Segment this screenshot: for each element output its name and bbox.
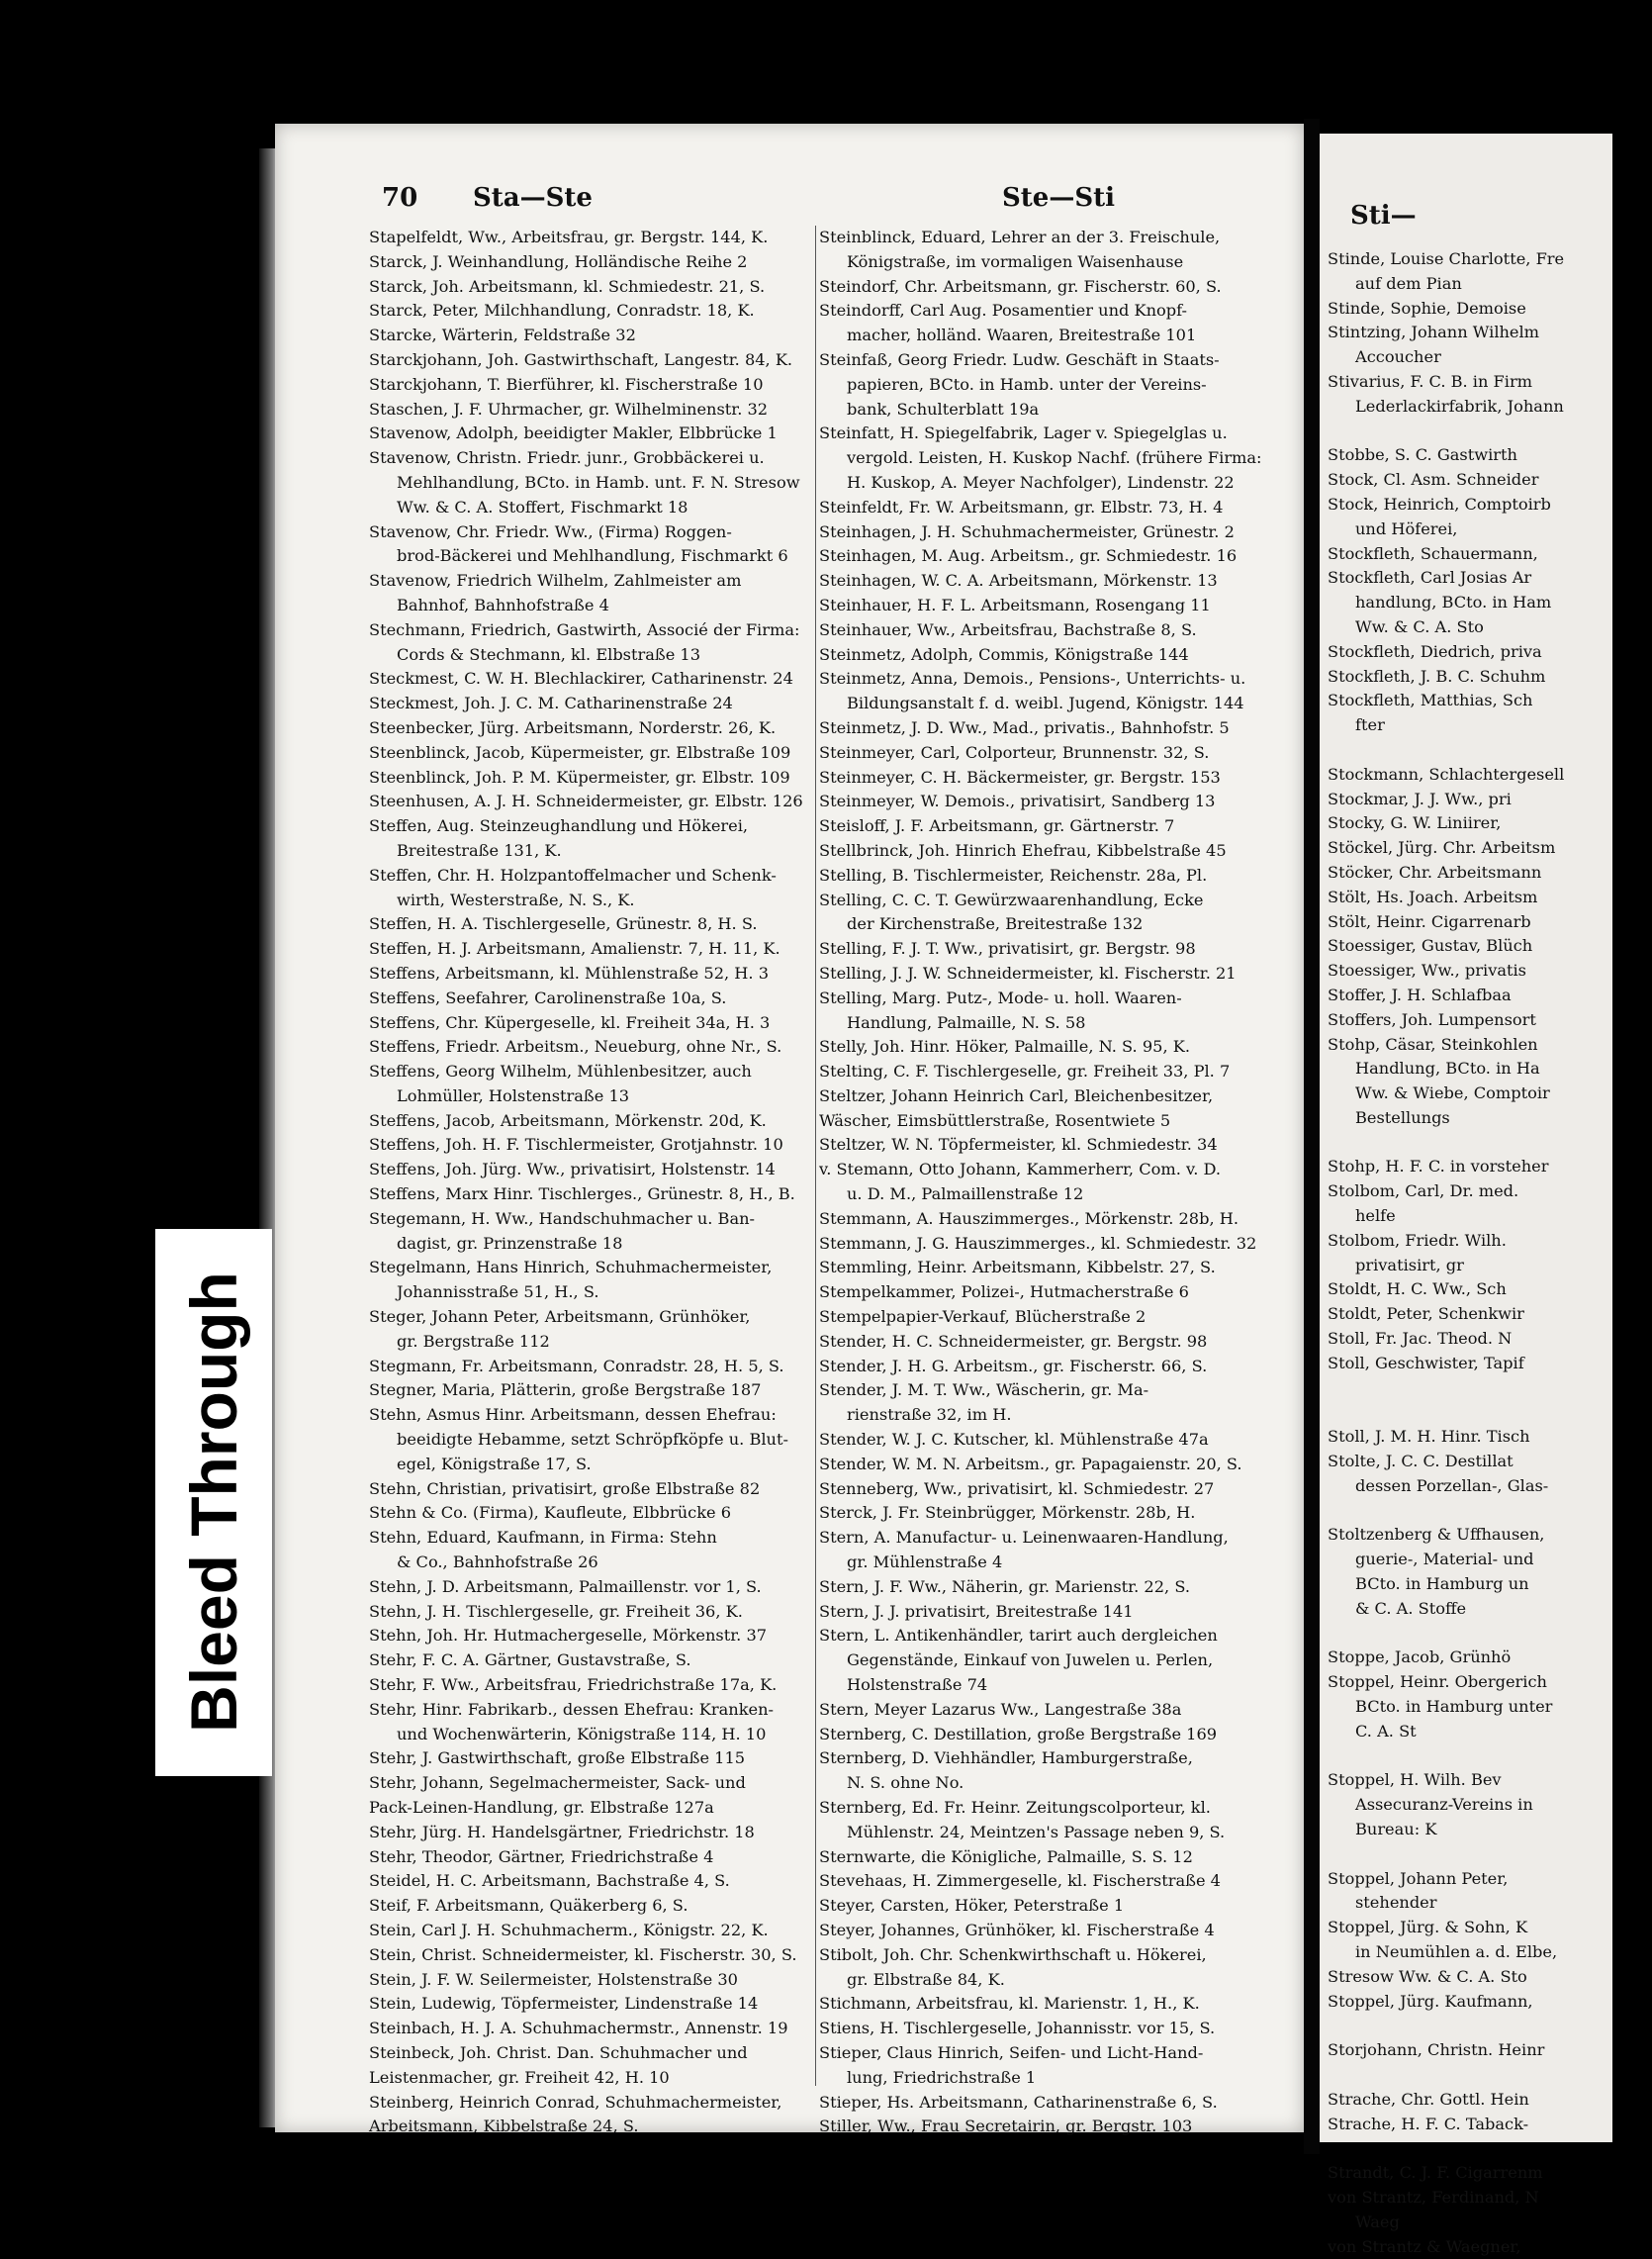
directory-entry-line: gr. Elbstraße 84, K. (847, 1969, 1005, 1989)
directory-entry-line: Stölt, Hs. Joach. Arbeitsm (1328, 887, 1538, 906)
directory-entry-line: Stender, J. M. T. Ww., Wäscherin, gr. Ma- (819, 1380, 1149, 1400)
directory-entry-line: Stern, J. J. privatisirt, Breitestraße 141 (819, 1601, 1134, 1621)
directory-entry-line: Steltzer, Johann Heinrich Carl, Bleichenbesitzer, (819, 1085, 1214, 1105)
directory-entry-line: dessen Porzellan-, Glas- (1355, 1475, 1549, 1495)
directory-entry-line: papieren, BCto. in Hamb. unter der Vereins- (847, 374, 1207, 394)
directory-entry-line: Steger, Johann Peter, Arbeitsmann, Grünhöker, (369, 1307, 751, 1327)
column-divider (815, 226, 816, 2086)
directory-entry-line: Stevehaas, H. Zimmergeselle, kl. Fischerstraße 4 (819, 1871, 1221, 1891)
directory-entry-line: fter (1355, 715, 1385, 735)
directory-entry-line: Holstenstraße 74 (847, 1675, 988, 1695)
directory-entry-line: Pack-Leinen-Handlung, gr. Elbstraße 127a (369, 1798, 714, 1817)
directory-entry-line: Stoessiger, Ww., privatis (1328, 961, 1526, 981)
directory-entry-line: Steckmest, Joh. J. C. M. Catharinenstraße 24 (369, 694, 733, 713)
directory-entry-line: Leistenmacher, gr. Freiheit 42, H. 10 (369, 2067, 670, 2087)
directory-entry-line: Strache, H. F. C. Taback- (1328, 2114, 1529, 2133)
directory-entry-line: Stoessiger, Gustav, Blüch (1328, 936, 1533, 956)
directory-entry-line: Starck, Peter, Milchhandlung, Conradstr. 18, K. (369, 301, 755, 321)
directory-entry-line: stehender (1355, 1893, 1437, 1913)
directory-entry-line: gr. Bergstraße 112 (397, 1331, 550, 1351)
directory-entry-line: Johannisstraße 51, H., S. (397, 1282, 599, 1302)
directory-entry-line: Stehr, Jürg. H. Handelsgärtner, Friedrichstr. 18 (369, 1822, 755, 1841)
directory-entry-line: u. D. M., Palmaillenstraße 12 (847, 1184, 1084, 1204)
directory-entry-line: helfe (1355, 1206, 1396, 1226)
directory-entry-line: Steenbecker, Jürg. Arbeitsmann, Norderstr. 26, K. (369, 717, 777, 737)
directory-entry-line: Stinde, Louise Charlotte, Fre (1328, 249, 1565, 268)
directory-entry-line: Stivarius, F. C. B. in Firm (1328, 371, 1533, 391)
directory-entry-line: Breitestraße 131, K. (397, 840, 562, 860)
directory-entry-line: Starck, Joh. Arbeitsmann, kl. Schmiedestr. 21, S. (369, 276, 766, 296)
directory-entry-line: Steffens, Seefahrer, Carolinenstraße 10a, S. (369, 988, 727, 1007)
directory-entry-line: Stern, Meyer Lazarus Ww., Langestraße 38a (819, 1699, 1182, 1719)
directory-entry-line: Waeg (1355, 2212, 1400, 2231)
directory-entry-line: Lohmüller, Holstenstraße 13 (397, 1085, 630, 1105)
directory-entry-line: vergold. Leisten, H. Kuskop Nachf. (frühere Firma: (847, 448, 1262, 468)
directory-entry-line: von Strantz & Waegner, (1328, 2236, 1521, 2256)
directory-entry-line: N. S. ohne No. (847, 1773, 964, 1793)
directory-entry-line: Steisloff, J. F. Arbeitsmann, gr. Gärtnerstr. 7 (819, 816, 1175, 836)
directory-entry-line: Stavenow, Adolph, beeidigter Makler, Elbbrücke 1 (369, 424, 778, 443)
directory-entry-line: auf dem Pian (1355, 273, 1462, 293)
left-running-head: Sta—Ste (473, 183, 593, 213)
page-header (275, 183, 1304, 223)
directory-entry-line: Stemmann, J. G. Hauszimmerges., kl. Schmiedestr. 32 (819, 1233, 1257, 1253)
directory-entry-line: Stehn, Joh. Hr. Hutmachergeselle, Mörkenstr. 37 (369, 1626, 768, 1646)
directory-entry-line: Starckjohann, Joh. Gastwirthschaft, Langestr. 84, K. (369, 349, 793, 369)
directory-entry-line: Stehr, Johann, Segelmachermeister, Sack- und (369, 1773, 746, 1793)
directory-entry-line: Steidel, H. C. Arbeitsmann, Bachstraße 4, S. (369, 1871, 730, 1891)
directory-entry-line (1328, 1842, 1624, 1867)
directory-entry-line: Storjohann, Christn. Heinr (1328, 2040, 1545, 2060)
directory-entry-line: der Kirchenstraße, Breitestraße 132 (847, 914, 1144, 934)
directory-entry-line (1328, 2014, 1624, 2038)
directory-entry-line: Steinhagen, W. C. A. Arbeitsmann, Mörkenstr. 13 (819, 571, 1218, 591)
directory-entry-line: Stöckel, Jürg. Chr. Arbeitsm (1328, 838, 1556, 858)
directory-entry-line: Stavenow, Christn. Friedr. junr., Grobbäckerei u. (369, 448, 765, 468)
directory-entry-line: Stoppe, Jacob, Grünhö (1328, 1647, 1512, 1667)
directory-entry-line: Sternberg, D. Viehhändler, Hamburgerstraße, (819, 1748, 1193, 1768)
directory-entry-line: Stehn, Asmus Hinr. Arbeitsmann, dessen Ehefrau: (369, 1405, 777, 1425)
directory-entry-line: Handlung, BCto. in Ha (1355, 1059, 1540, 1079)
directory-page (275, 124, 1304, 2136)
directory-entry-line: Steinmetz, Adolph, Commis, Königstraße 144 (819, 644, 1189, 664)
directory-entry-line: Steyer, Johannes, Grünhöker, kl. Fischerstraße 4 (819, 1920, 1215, 1939)
directory-entry-line: Steffens, Joh. H. F. Tischlermeister, Grotjahnstr. 10 (369, 1135, 783, 1155)
directory-entry-line: Lederlackirfabrik, Johann (1355, 396, 1564, 416)
directory-entry-line: Stein, Carl J. H. Schuhmacherm., Königstr. 22, K. (369, 1920, 769, 1939)
directory-entry-line: Stoppel, H. Wilh. Bev (1328, 1770, 1502, 1790)
directory-entry-line: brod-Bäckerei und Mehlhandlung, Fischmarkt 6 (397, 546, 788, 566)
directory-entry-line: Steenhusen, A. J. H. Schneidermeister, gr. Elbstr. 126 (369, 792, 803, 811)
directory-entry-line: Sternwarte, die Königliche, Palmaille, S. S. 12 (819, 1846, 1193, 1866)
directory-entry-line: C. A. St (1355, 1721, 1417, 1741)
directory-entry-line: Steinmetz, J. D. Ww., Mad., privatis., Bahnhofstr. 5 (819, 717, 1230, 737)
directory-entry-line: Stobbe, S. C. Gastwirth (1328, 445, 1517, 465)
directory-entry-line: Stapelfeldt, Ww., Arbeitsfrau, gr. Bergstr. 144, K. (369, 228, 769, 246)
directory-entry-line: Stoffer, J. H. Schlafbaa (1328, 985, 1512, 1004)
directory-entry-line: Stehr, F. C. A. Gärtner, Gustavstraße, S. (369, 1650, 691, 1670)
right-running-head: Ste—Sti (1002, 183, 1115, 213)
directory-entry-line: und Höferei, (1355, 518, 1458, 538)
directory-entry-line: Cords & Stechmann, kl. Elbstraße 13 (397, 644, 701, 664)
directory-entry-line: Stolbom, Carl, Dr. med. (1328, 1181, 1519, 1201)
directory-entry-line: Stempelpapier-Verkauf, Blücherstraße 2 (819, 1307, 1147, 1327)
directory-entry-line: Stegner, Maria, Plätterin, große Bergstraße 187 (369, 1380, 762, 1400)
directory-entry-line: Stöcker, Chr. Arbeitsmann (1328, 862, 1542, 882)
directory-entry-line: Stresow Ww. & C. A. Sto (1328, 1966, 1527, 1986)
directory-entry-line: Stelling, J. J. W. Schneidermeister, kl. Fischerstr. 21 (819, 963, 1237, 983)
directory-entry-line: v. Stemann, Otto Johann, Kammerherr, Com. v. D. (819, 1160, 1222, 1179)
directory-entry-line: Stellbrinck, Joh. Hinrich Ehefrau, Kibbelstraße 45 (819, 840, 1227, 860)
directory-entry-line: privatisirt, gr (1355, 1255, 1464, 1274)
directory-entry-line: Steffens, Arbeitsmann, kl. Mühlenstraße 52, H. 3 (369, 963, 769, 983)
directory-entry-line: Stockfleth, J. B. C. Schuhm (1328, 666, 1546, 686)
directory-entry-line: Stenneberg, Ww., privatisirt, kl. Schmiedestr. 27 (819, 1478, 1215, 1498)
directory-entry-line: Steffens, Jacob, Arbeitsmann, Mörkenstr. 20d, K. (369, 1110, 767, 1130)
directory-entry-line: Sternberg, C. Destillation, große Bergstraße 169 (819, 1724, 1218, 1743)
directory-entry-line: & Co., Bahnhofstraße 26 (397, 1553, 598, 1572)
directory-entry-line (1328, 2136, 1624, 2161)
directory-entry-line (1328, 1622, 1624, 1647)
directory-entry-line: Stoppel, Johann Peter, (1328, 1868, 1509, 1888)
directory-entry-line: Assecuranz-Vereins in (1355, 1795, 1533, 1815)
directory-entry-line (1328, 1131, 1624, 1156)
directory-entry-line: Stavenow, Chr. Friedr. Ww., (Firma) Roggen- (369, 521, 732, 541)
directory-entry-line: Steffen, H. A. Tischlergeselle, Grünestr. 8, H. S. (369, 914, 758, 934)
directory-entry-line: Stemmling, Heinr. Arbeitsmann, Kibbelstr. 27, S. (819, 1258, 1216, 1277)
directory-entry-line: Steinfatt, H. Spiegelfabrik, Lager v. Spiegelglas u. (819, 424, 1228, 443)
next-page-header: Sti— (1350, 201, 1417, 231)
directory-entry-line: BCto. in Hamburg unter (1355, 1697, 1553, 1717)
directory-entry-line: Stein, Christ. Schneidermeister, kl. Fischerstr. 30, S. (369, 1944, 797, 1964)
directory-entry-line: Stichmann, Arbeitsfrau, kl. Marienstr. 1, H., K. (819, 1994, 1200, 2014)
directory-entry-line: Bildungsanstalt f. d. weibl. Jugend, Königstr. 144 (847, 694, 1244, 713)
directory-entry-line: Bureau: K (1355, 1820, 1437, 1838)
page-number: 70 (382, 183, 418, 213)
directory-entry-line: Stehr, J. Gastwirthschaft, große Elbstraße 115 (369, 1748, 746, 1768)
directory-entry-line: Stockfleth, Carl Josias Ar (1328, 568, 1532, 588)
directory-entry-line: Stiller, Ww., Frau Secretairin, gr. Bergstr. 103 (819, 2117, 1193, 2136)
directory-entry-line: Steinfeldt, Fr. W. Arbeitsmann, gr. Elbstr. 73, H. 4 (819, 497, 1224, 517)
next-page (1316, 134, 1612, 2256)
directory-entry-line: wirth, Westerstraße, N. S., K. (397, 890, 635, 909)
directory-entry-line: Stegemann, H. Ww., Handschuhmacher u. Ban- (369, 1208, 755, 1228)
directory-entry-line: Steinhagen, J. H. Schuhmachermeister, Grünestr. 2 (819, 521, 1235, 541)
directory-entry-line: Stehn, J. D. Arbeitsmann, Palmaillenstr. vor 1, S. (369, 1576, 762, 1596)
directory-entry-line: Stolbom, Friedr. Wilh. (1328, 1230, 1507, 1250)
directory-entry-line: Steinhauer, H. F. L. Arbeitsmann, Rosengang 11 (819, 595, 1211, 614)
directory-entry-line: rienstraße 32, im H. (847, 1405, 1012, 1425)
directory-entry-line: Stender, H. C. Schneidermeister, gr. Bergstr. 98 (819, 1331, 1208, 1351)
directory-entry-line (1328, 1400, 1624, 1425)
directory-entry-line (1328, 738, 1624, 763)
directory-entry-line: Starcke, Wärterin, Feldstraße 32 (369, 326, 636, 345)
directory-entry-line: Bahnhof, Bahnhofstraße 4 (397, 595, 609, 614)
directory-entry-line: Stehn, J. H. Tischlergeselle, gr. Freiheit 36, K. (369, 1601, 743, 1621)
directory-entry-line: Stechmann, Friedrich, Gastwirth, Associé der Firma: (369, 619, 800, 639)
directory-entry-line: guerie-, Material- und (1355, 1550, 1534, 1569)
directory-entry-line: Stolte, J. C. C. Destillat (1328, 1452, 1514, 1471)
directory-entry-line (1328, 2063, 1624, 2088)
directory-entry-line: Stoppel, Heinr. Obergerich (1328, 1672, 1547, 1692)
directory-entry-line: Steffens, Friedr. Arbeitsm., Neueburg, ohne Nr., S. (369, 1037, 782, 1057)
directory-entry-line: Staschen, J. F. Uhrmacher, gr. Wilhelminenstr. 32 (369, 399, 769, 419)
bleed-through-label-text: Bleed Through (177, 1271, 250, 1733)
directory-entry-line: Steindorf, Chr. Arbeitsmann, gr. Fischerstr. 60, S. (819, 276, 1222, 296)
directory-entry-line: egel, Königstraße 17, S. (397, 1454, 592, 1473)
directory-entry-line: Stohp, Cäsar, Steinkohlen (1328, 1034, 1538, 1054)
right-column (819, 226, 1284, 2139)
directory-entry-line: dagist, gr. Prinzenstraße 18 (397, 1233, 623, 1253)
directory-entry-line: Steif, F. Arbeitsmann, Quäkerberg 6, S. (369, 1896, 688, 1916)
directory-entry-line: gr. Mühlenstraße 4 (847, 1553, 1003, 1572)
directory-entry-line: Bestellungs (1355, 1107, 1450, 1127)
directory-entry-line: Steyer, Carsten, Höker, Peterstraße 1 (819, 1896, 1125, 1916)
directory-entry-line: Stoldt, Peter, Schenkwir (1328, 1304, 1524, 1324)
directory-entry-line: Ww. & C. A. Stoffert, Fischmarkt 18 (397, 497, 688, 517)
directory-entry-line: Strandt, C. J. F. Cigarrenm (1328, 2163, 1543, 2183)
page-gutter (1304, 119, 1320, 2154)
directory-entry-line: BCto. in Hamburg un (1355, 1574, 1529, 1594)
directory-entry-line: beeidigte Hebamme, setzt Schröpfköpfe u. Blut- (397, 1430, 788, 1450)
directory-entry-line: Steckmest, C. W. H. Blechlackirer, Catharinenstr. 24 (369, 669, 793, 689)
directory-entry-line: H. Kuskop, A. Meyer Nachfolger), Lindenstr. 22 (847, 472, 1235, 492)
directory-entry-line: Stieper, Claus Hinrich, Seifen- und Licht-Hand- (819, 2042, 1204, 2062)
directory-entry-line: Stern, L. Antikenhändler, tarirt auch dergleichen (819, 1626, 1218, 1646)
directory-entry-line: Stibolt, Joh. Chr. Schenkwirthschaft u. Hökerei, (819, 1944, 1207, 1964)
directory-entry-line: Steindorff, Carl Aug. Posamentier und Knopf- (819, 301, 1188, 321)
directory-entry-line: Stockmar, J. J. Ww., pri (1328, 789, 1512, 808)
directory-entry-line: Stelling, Marg. Putz-, Mode- u. holl. Waaren- (819, 988, 1182, 1007)
directory-entry-line: Steinblinck, Eduard, Lehrer an der 3. Freischule, (819, 228, 1221, 246)
directory-entry-line: von Strantz, Ferdinand, N (1328, 2187, 1539, 2207)
directory-entry-line: Ww. & Wiebe, Comptoir (1355, 1083, 1550, 1103)
directory-entry-line: Stieper, Hs. Arbeitsmann, Catharinenstraße 6, S. (819, 2092, 1218, 2112)
directory-entry-line: Stender, J. H. G. Arbeitsm., gr. Fischerstr. 66, S. (819, 1356, 1208, 1375)
directory-entry-line: Sternberg, Ed. Fr. Heinr. Zeitungscolporteur, kl. (819, 1798, 1211, 1817)
directory-entry-line: Steltzer, W. N. Töpfermeister, kl. Schmiedestr. 34 (819, 1135, 1218, 1155)
directory-entry-line: Strache, Chr. Gottl. Hein (1328, 2089, 1529, 2109)
directory-entry-line: Steffens, Chr. Küpergeselle, kl. Freiheit 34a, H. 3 (369, 1012, 771, 1032)
directory-entry-line: Stein, J. F. W. Seilermeister, Holstenstraße 30 (369, 1969, 738, 1989)
directory-entry-line: macher, holländ. Waaren, Breitestraße 101 (847, 326, 1197, 345)
directory-entry-line: Königstraße, im vormaligen Waisenhause (847, 251, 1184, 271)
directory-entry-line: Steffens, Joh. Jürg. Ww., privatisirt, Holstenstr. 14 (369, 1160, 776, 1179)
directory-entry-line: Stern, A. Manufactur- u. Leinenwaaren-Handlung, (819, 1528, 1229, 1548)
directory-entry-line: Stempelkammer, Polizei-, Hutmacherstraße 6 (819, 1282, 1189, 1302)
directory-entry-line: Stocky, G. W. Liniirer, (1328, 813, 1502, 833)
directory-entry-line: Stern, J. F. Ww., Näherin, gr. Marienstr. 22, S. (819, 1576, 1190, 1596)
directory-entry-line: Stinde, Sophie, Demoise (1328, 298, 1526, 318)
directory-entry-line: Steinbeck, Joh. Christ. Dan. Schuhmacher und (369, 2042, 748, 2062)
directory-entry-line: Steinmeyer, C. H. Bäckermeister, gr. Bergstr. 153 (819, 767, 1221, 787)
directory-entry-line: Stemmann, A. Hauszimmerges., Mörkenstr. 28b, H. (819, 1208, 1239, 1228)
directory-entry-line: & C. A. Stoffe (1355, 1598, 1467, 1618)
directory-entry-line: Stehr, Theodor, Gärtner, Friedrichstraße 4 (369, 1846, 714, 1866)
directory-entry-line: Stoll, Fr. Jac. Theod. N (1328, 1329, 1513, 1349)
directory-entry-line: Stölt, Heinr. Cigarrenarb (1328, 911, 1531, 931)
directory-entry-line: Stelling, C. C. T. Gewürzwaarenhandlung, Ecke (819, 890, 1204, 909)
directory-entry-line: Stoldt, H. C. Ww., Sch (1328, 1279, 1507, 1299)
directory-entry-line: Stoppel, Jürg. Kaufmann, (1328, 1991, 1533, 2011)
directory-entry-line: Stock, Cl. Asm. Schneider (1328, 470, 1539, 490)
directory-entry-line: Gegenstände, Einkauf von Juwelen u. Perlen, (847, 1650, 1214, 1670)
directory-entry-line: Stehn & Co. (Firma), Kaufleute, Elbbrücke 6 (369, 1503, 732, 1523)
directory-entry-line: Stehr, Hinr. Fabrikarb., dessen Ehefrau: Kranken- (369, 1699, 774, 1719)
directory-entry-line: Stockfleth, Diedrich, priva (1328, 641, 1542, 661)
directory-entry-line: Steinmetz, Anna, Demois., Pensions-, Unterrichts- u. (819, 669, 1246, 689)
directory-entry-line: Steinberg, Heinrich Conrad, Schuhmachermeister, (369, 2092, 782, 2112)
directory-entry-line (1328, 420, 1624, 444)
directory-entry-line: Stintzing, Johann Wilhelm (1328, 323, 1540, 342)
directory-entry-line: Stoll, J. M. H. Hinr. Tisch (1328, 1427, 1530, 1447)
directory-entry-line: Ww. & C. A. Sto (1355, 616, 1484, 636)
directory-entry-line: Steinhauer, Ww., Arbeitsfrau, Bachstraße 8, S. (819, 619, 1197, 639)
directory-entry-line: Stender, W. J. C. Kutscher, kl. Mühlenstraße 47a (819, 1430, 1209, 1450)
directory-entry-line (1328, 1744, 1624, 1769)
directory-entry-line: Stehn, Eduard, Kaufmann, in Firma: Stehn (369, 1528, 717, 1548)
directory-entry-line: Stoffers, Joh. Lumpensort (1328, 1009, 1536, 1029)
directory-entry-line: handlung, BCto. in Ham (1355, 593, 1552, 612)
directory-entry-line: Steinfaß, Georg Friedr. Ludw. Geschäft in Staats- (819, 349, 1220, 369)
directory-entry-line: Stelting, C. F. Tischlergeselle, gr. Freiheit 33, Pl. 7 (819, 1062, 1231, 1082)
directory-entry-line: Steffen, H. J. Arbeitsmann, Amalienstr. 7, H. 11, K. (369, 939, 780, 959)
directory-entry-line: Steffens, Georg Wilhelm, Mühlenbesitzer, auch (369, 1062, 752, 1082)
directory-entry-line: Steinhagen, M. Aug. Arbeitsm., gr. Schmiedestr. 16 (819, 546, 1238, 566)
directory-entry-line: in Neumühlen a. d. Elbe, (1355, 1941, 1558, 1961)
directory-entry-line: Stegelmann, Hans Hinrich, Schuhmachermeister, (369, 1258, 773, 1277)
directory-entry-line: Steffen, Aug. Steinzeughandlung und Hökerei, (369, 816, 749, 836)
directory-entry-line: Steffens, Marx Hinr. Tischlerges., Grünestr. 8, H., B. (369, 1184, 795, 1204)
directory-entry-line: Stein, Ludewig, Töpfermeister, Lindenstraße 14 (369, 1994, 759, 2014)
directory-entry-line: Wäscher, Eimsbüttlerstraße, Rosentwiete 5 (819, 1110, 1171, 1130)
directory-entry-line: Stender, W. M. N. Arbeitsm., gr. Papagaienstr. 20, S. (819, 1454, 1242, 1473)
directory-entry-line: Stavenow, Friedrich Wilhelm, Zahlmeister am (369, 571, 742, 591)
directory-entry-line: Steenblinck, Joh. P. M. Küpermeister, gr. Elbstr. 109 (369, 767, 790, 787)
directory-entry-line: Steinmeyer, Carl, Colporteur, Brunnenstr. 32, S. (819, 742, 1210, 762)
directory-entry-line: Sterck, J. Fr. Steinbrügger, Mörkenstr. 28b, H. (819, 1503, 1196, 1523)
directory-entry-line: Starckjohann, T. Bierführer, kl. Fischerstraße 10 (369, 374, 764, 394)
directory-entry-line: Handlung, Palmaille, N. S. 58 (847, 1012, 1086, 1032)
directory-entry-line: Stoltzenberg & Uffhausen, (1328, 1525, 1545, 1545)
directory-entry-line: Arbeitsmann, Kibbelstraße 24, S. (369, 2117, 639, 2136)
directory-entry-line: Stehn, Christian, privatisirt, große Elbstraße 82 (369, 1478, 761, 1498)
directory-entry-line: und Wochenwärterin, Königstraße 114, H. 10 (397, 1724, 767, 1743)
directory-entry-line: Mühlenstr. 24, Meintzen's Passage neben 9, S. (847, 1822, 1226, 1841)
next-page-column (1328, 247, 1624, 2259)
directory-entry-line: Stelling, F. J. T. Ww., privatisirt, gr. Bergstr. 98 (819, 939, 1196, 959)
directory-entry-line: Stelling, B. Tischlermeister, Reichenstr. 28a, Pl. (819, 865, 1208, 885)
directory-entry-line: Mehlhandlung, BCto. in Hamb. unt. F. N. Stresow (397, 472, 800, 492)
directory-entry-line: Stockfleth, Schauermann, (1328, 543, 1538, 563)
directory-entry-line (1328, 1499, 1624, 1524)
directory-entry-line: Stock, Heinrich, Comptoirb (1328, 494, 1551, 514)
directory-entry-line: lung, Friedrichstraße 1 (847, 2067, 1037, 2087)
directory-entry-line: Starck, J. Weinhandlung, Holländische Reihe 2 (369, 251, 748, 271)
directory-entry-line: Stegmann, Fr. Arbeitsmann, Conradstr. 28, H. 5, S. (369, 1356, 784, 1375)
directory-entry-line: Stohp, H. F. C. in vorsteher (1328, 1157, 1549, 1177)
directory-entry-line: Accoucher (1355, 347, 1441, 367)
directory-entry-line: Stehr, F. Ww., Arbeitsfrau, Friedrichstraße 17a, K. (369, 1675, 778, 1695)
directory-entry-line: bank, Schulterblatt 19a (847, 399, 1040, 419)
directory-entry-line: Stockfleth, Matthias, Sch (1328, 691, 1533, 710)
directory-entry-line: Stoll, Geschwister, Tapif (1328, 1353, 1524, 1372)
directory-entry-line: Steenblinck, Jacob, Küpermeister, gr. Elbstraße 109 (369, 742, 791, 762)
directory-entry-line (1328, 1376, 1624, 1401)
directory-entry-line: Steinmeyer, W. Demois., privatisirt, Sandberg 13 (819, 792, 1216, 811)
directory-entry-line: Steffen, Chr. H. Holzpantoffelmacher und Schenk- (369, 865, 777, 885)
directory-entry-line: Stelly, Joh. Hinr. Höker, Palmaille, N. S. 95, K. (819, 1037, 1190, 1057)
directory-entry-line: Steinbach, H. J. A. Schuhmachermstr., Annenstr. 19 (369, 2019, 788, 2038)
directory-entry-line: Stoppel, Jürg. & Sohn, K (1328, 1918, 1528, 1937)
directory-entry-line: Stockmann, Schlachtergesell (1328, 764, 1565, 784)
directory-entry-line: Stiens, H. Tischlergeselle, Johannisstr. vor 15, S. (819, 2019, 1216, 2038)
